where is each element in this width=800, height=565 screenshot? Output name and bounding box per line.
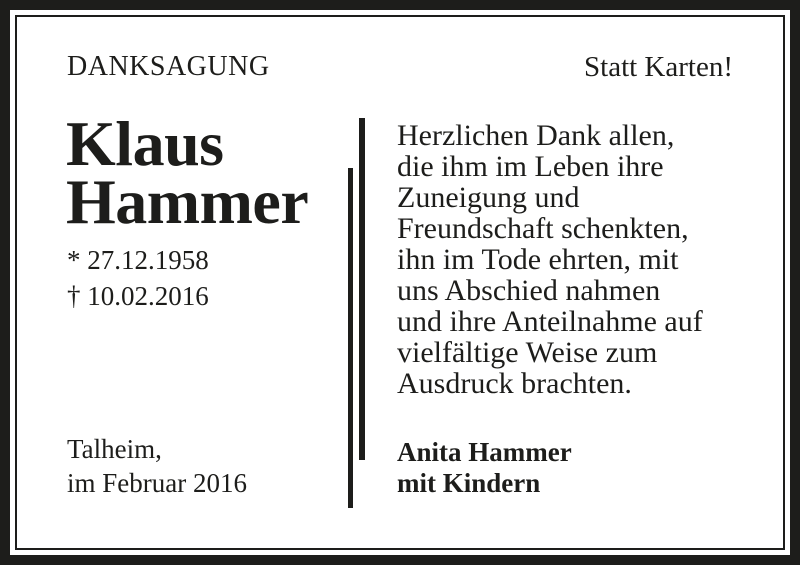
thanks-line: und ihre Anteilnahme auf [397,305,703,338]
divider-bar-right [359,118,365,460]
life-dates [67,242,209,314]
notice-type-heading: DANKSAGUNG [67,51,270,82]
place-line: Talheim, [67,434,162,464]
deceased-name [66,108,309,237]
birth-date: * 27.12.1958 [67,245,209,275]
thanks-line: Zuneigung und [397,181,580,214]
thanks-line: Freundschaft schenkten, [397,212,689,245]
mourner-signature [397,437,572,499]
mourner-name: Anita Hammer [397,437,572,467]
thanks-line: vielfältige Weise zum [397,336,658,369]
thanks-line: Herzlichen Dank allen, [397,119,675,152]
mourner-family: mit Kindern [397,468,541,498]
thanks-line: uns Abschied nahmen [397,274,661,307]
thanks-line: Ausdruck brachten. [397,367,632,400]
death-date: † 10.02.2016 [67,281,209,311]
thanks-text [397,120,742,399]
divider-bar-left [348,168,353,508]
deceased-last-name: Hammer [66,166,309,237]
date-line: im Februar 2016 [67,468,247,498]
thanks-line: ihn im Tode ehrten, mit [397,243,679,276]
place-and-date [67,432,247,500]
deceased-first-name: Klaus [66,108,224,179]
statt-karten-note: Statt Karten! [584,51,733,83]
thanks-line: die ihm im Leben ihre [397,150,664,183]
